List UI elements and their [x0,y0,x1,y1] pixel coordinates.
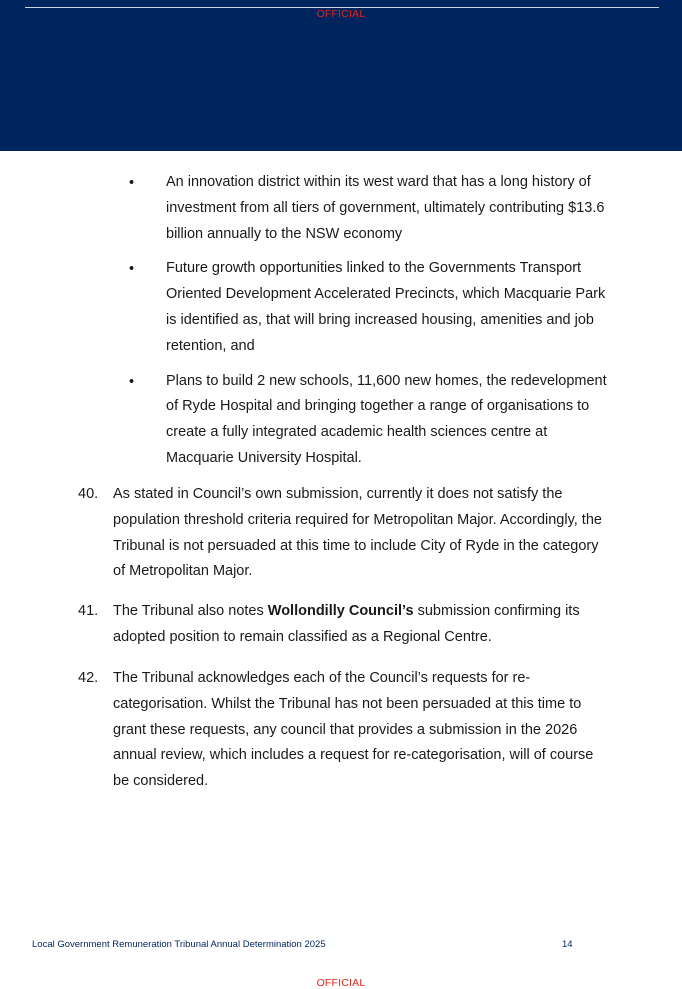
header-banner [0,0,682,151]
paragraph-text: As stated in Council’s own submission, currently it does not satisfy the population threshold criteria required for Metropolitan Major. Accordingly, the Tribunal is not persuaded at this time to include City of Ryde in the category of Metropolitan Major. [113,486,602,580]
bullet-item [0,256,682,359]
classification-label-bottom: OFFICIAL [316,977,366,989]
bullet-item [0,369,682,472]
bullet-marker: • [129,175,135,191]
footer-document-title: Local Government Remuneration Tribunal Annual Determination 2025 [32,939,326,950]
council-name-bold: Wollondilly Council’s [267,603,414,619]
paragraph-text: The Tribunal acknowledges each of the Council’s requests for re-categorisation. Whilst the Tribunal has not been persuaded at this time to grant these requests, any council that provides a submission in the 2026 annual review, which includes a request for re-categorisation, will of course be considered. [113,670,594,790]
paragraph-40 [0,482,682,585]
paragraph-number: 42. [78,670,99,686]
paragraph-number: 41. [78,603,99,619]
bullet-marker: • [129,373,135,390]
bullet-list [0,170,682,481]
paragraph-42 [0,666,682,795]
bullet-item [0,170,682,247]
paragraph-text-start: The Tribunal also notes [113,603,268,619]
bullet-text: An innovation district within its west ward that has a long history of investment from all tiers of government, ultimately contributing $13.6 billion annually to the NSW economy [166,174,605,242]
bullet-text: Future growth opportunities linked to the Governments Transport Oriented Development Accelerated Precincts, which Macquarie Park is identified as, that will bring increased housing, amenities and job retention, and [166,260,606,354]
paragraph-text [113,599,608,651]
footer-page-number: 14 [562,939,573,950]
paragraph-41 [0,599,682,651]
paragraph-text-end: submission confirming its adopted position to remain classified as a Regional Centre. [113,603,580,645]
classification-label-top: OFFICIAL [316,8,366,20]
bullet-marker: • [129,261,135,278]
bullet-text: Plans to build 2 new schools, 11,600 new homes, the redevelopment of Ryde Hospital and bringing together a range of organisations to create a fully integrated academic health sciences centre at Macquarie University Hospital. [166,372,607,466]
paragraph-number: 40. [78,486,99,502]
